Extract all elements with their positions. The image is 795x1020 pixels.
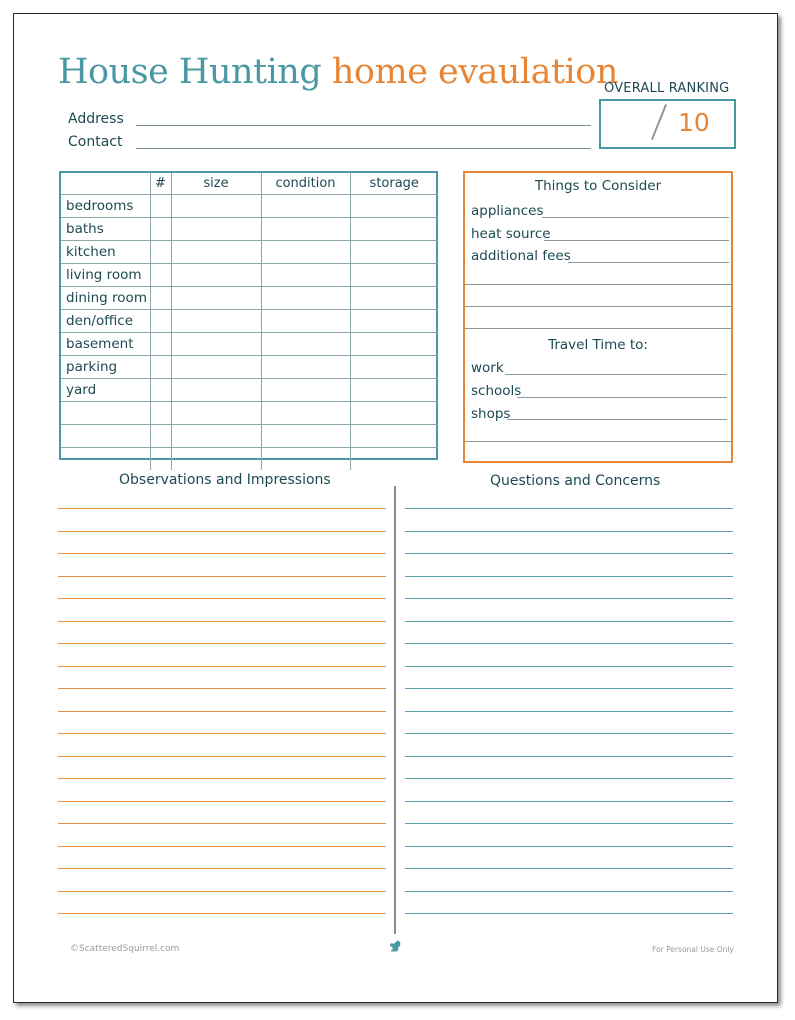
footer-copyright: ©ScatteredSquirrel.com	[70, 944, 180, 954]
observation-line[interactable]	[58, 913, 386, 914]
consider-line-heat-source[interactable]	[544, 240, 729, 241]
observation-line[interactable]	[58, 531, 386, 532]
header-condition: condition	[261, 173, 350, 195]
question-line[interactable]	[405, 711, 733, 712]
question-line[interactable]	[405, 778, 733, 779]
observation-line[interactable]	[58, 868, 386, 869]
travel-line-schools[interactable]	[517, 397, 727, 398]
table-row	[61, 425, 438, 448]
count-cell[interactable]	[150, 218, 171, 241]
storage-cell[interactable]	[350, 356, 438, 379]
consider-blank-line[interactable]	[465, 306, 731, 307]
condition-cell[interactable]	[261, 264, 350, 287]
things-to-consider-box	[463, 171, 733, 463]
observation-line[interactable]	[58, 643, 386, 644]
consider-item-heat-source: heat source	[471, 226, 551, 242]
count-cell[interactable]	[150, 287, 171, 310]
room-name-cell: yard	[61, 379, 150, 402]
table-row	[61, 218, 438, 241]
question-line[interactable]	[405, 891, 733, 892]
rooms-header-row	[61, 173, 438, 195]
header-storage: storage	[350, 173, 438, 195]
observation-line[interactable]	[58, 711, 386, 712]
count-cell[interactable]	[150, 333, 171, 356]
header-room	[61, 173, 150, 195]
observation-line[interactable]	[58, 553, 386, 554]
room-name-cell: kitchen	[61, 241, 150, 264]
observation-line[interactable]	[58, 891, 386, 892]
size-cell[interactable]	[171, 333, 261, 356]
question-line[interactable]	[405, 688, 733, 689]
observation-line[interactable]	[58, 756, 386, 757]
count-cell[interactable]	[150, 402, 171, 425]
page-title	[58, 52, 618, 92]
storage-cell[interactable]	[350, 287, 438, 310]
storage-cell[interactable]	[350, 379, 438, 402]
consider-blank-line[interactable]	[465, 328, 731, 329]
question-line[interactable]	[405, 846, 733, 847]
observations-heading: Observations and Impressions	[119, 472, 331, 488]
overall-ranking-label: OVERALL RANKING	[604, 81, 730, 96]
contact-line[interactable]	[136, 148, 591, 149]
question-line[interactable]	[405, 621, 733, 622]
observation-line[interactable]	[58, 576, 386, 577]
condition-cell[interactable]	[261, 425, 350, 448]
condition-cell[interactable]	[261, 448, 350, 471]
table-row	[61, 310, 438, 333]
condition-cell[interactable]	[261, 379, 350, 402]
condition-cell[interactable]	[261, 310, 350, 333]
room-name-cell: living room	[61, 264, 150, 287]
storage-cell[interactable]	[350, 425, 438, 448]
travel-item-schools: schools	[471, 383, 522, 399]
table-row	[61, 264, 438, 287]
question-line[interactable]	[405, 733, 733, 734]
header-count: #	[150, 173, 171, 195]
condition-cell[interactable]	[261, 218, 350, 241]
question-line[interactable]	[405, 531, 733, 532]
question-line[interactable]	[405, 823, 733, 824]
travel-item-shops: shops	[471, 406, 511, 422]
storage-cell[interactable]	[350, 264, 438, 287]
observation-line[interactable]	[58, 621, 386, 622]
consider-line-additional-fees[interactable]	[568, 262, 729, 263]
address-label: Address	[68, 111, 124, 127]
consider-item-appliances: appliances	[471, 203, 544, 219]
size-cell[interactable]	[171, 402, 261, 425]
question-line[interactable]	[405, 666, 733, 667]
count-cell[interactable]	[150, 379, 171, 402]
observation-line[interactable]	[58, 801, 386, 802]
consider-line-appliances[interactable]	[542, 217, 729, 218]
size-cell[interactable]	[171, 310, 261, 333]
question-line[interactable]	[405, 868, 733, 869]
title-part-1: House Hunting	[58, 52, 322, 92]
observation-line[interactable]	[58, 598, 386, 599]
count-cell[interactable]	[150, 448, 171, 471]
size-cell[interactable]	[171, 425, 261, 448]
condition-cell[interactable]	[261, 402, 350, 425]
count-cell[interactable]	[150, 425, 171, 448]
table-row	[61, 379, 438, 402]
size-cell[interactable]	[171, 218, 261, 241]
storage-cell[interactable]	[350, 310, 438, 333]
storage-cell[interactable]	[350, 402, 438, 425]
room-name-cell: basement	[61, 333, 150, 356]
footer-personal-use: For Personal Use Only	[652, 945, 734, 954]
condition-cell[interactable]	[261, 333, 350, 356]
storage-cell[interactable]	[350, 218, 438, 241]
count-cell[interactable]	[150, 356, 171, 379]
size-cell[interactable]	[171, 264, 261, 287]
ranking-out-of: 10	[678, 108, 710, 137]
observation-line[interactable]	[58, 688, 386, 689]
room-name-cell: bedrooms	[61, 195, 150, 218]
table-row	[61, 195, 438, 218]
count-cell[interactable]	[150, 310, 171, 333]
contact-label: Contact	[68, 134, 123, 150]
room-name-cell	[61, 448, 150, 471]
table-row	[61, 333, 438, 356]
storage-cell[interactable]	[350, 195, 438, 218]
room-name-cell	[61, 425, 150, 448]
room-name-cell: baths	[61, 218, 150, 241]
overall-ranking-box[interactable]	[599, 99, 736, 149]
count-cell[interactable]	[150, 195, 171, 218]
travel-item-work: work	[471, 360, 504, 376]
question-line[interactable]	[405, 576, 733, 577]
size-cell[interactable]	[171, 379, 261, 402]
table-row	[61, 448, 438, 471]
table-row	[61, 287, 438, 310]
header-size: size	[171, 173, 261, 195]
observation-line[interactable]	[58, 733, 386, 734]
condition-cell[interactable]	[261, 356, 350, 379]
count-cell[interactable]	[150, 241, 171, 264]
condition-cell[interactable]	[261, 287, 350, 310]
size-cell[interactable]	[171, 356, 261, 379]
size-cell[interactable]	[171, 287, 261, 310]
consider-blank-line[interactable]	[465, 284, 731, 285]
travel-time-heading: Travel Time to:	[548, 337, 648, 353]
question-line[interactable]	[405, 913, 733, 914]
ranking-slash	[651, 104, 667, 140]
question-line[interactable]	[405, 598, 733, 599]
travel-line-work[interactable]	[505, 374, 727, 375]
travel-blank-line[interactable]	[465, 441, 731, 442]
column-divider	[394, 486, 396, 934]
size-cell[interactable]	[171, 448, 261, 471]
question-line[interactable]	[405, 756, 733, 757]
title-part-2: home evaulation	[331, 52, 618, 92]
room-name-cell: dining room	[61, 287, 150, 310]
observation-line[interactable]	[58, 823, 386, 824]
squirrel-icon	[388, 939, 402, 953]
storage-cell[interactable]	[350, 241, 438, 264]
question-line[interactable]	[405, 508, 733, 509]
storage-cell[interactable]	[350, 333, 438, 356]
room-name-cell: parking	[61, 356, 150, 379]
condition-cell[interactable]	[261, 241, 350, 264]
observation-line[interactable]	[58, 846, 386, 847]
table-row	[61, 241, 438, 264]
observation-line[interactable]	[58, 508, 386, 509]
question-line[interactable]	[405, 643, 733, 644]
condition-cell[interactable]	[261, 195, 350, 218]
things-to-consider-heading: Things to Consider	[534, 178, 662, 194]
storage-cell[interactable]	[350, 448, 438, 471]
room-name-cell: den/office	[61, 310, 150, 333]
consider-item-additional-fees: additional fees	[471, 248, 571, 264]
room-name-cell	[61, 402, 150, 425]
observation-line[interactable]	[58, 666, 386, 667]
travel-line-shops[interactable]	[507, 419, 727, 420]
size-cell[interactable]	[171, 195, 261, 218]
observation-line[interactable]	[58, 778, 386, 779]
size-cell[interactable]	[171, 241, 261, 264]
count-cell[interactable]	[150, 264, 171, 287]
table-row	[61, 356, 438, 379]
question-line[interactable]	[405, 553, 733, 554]
question-line[interactable]	[405, 801, 733, 802]
rooms-table	[59, 171, 438, 460]
address-line[interactable]	[136, 125, 591, 126]
questions-heading: Questions and Concerns	[490, 473, 661, 489]
table-row	[61, 402, 438, 425]
